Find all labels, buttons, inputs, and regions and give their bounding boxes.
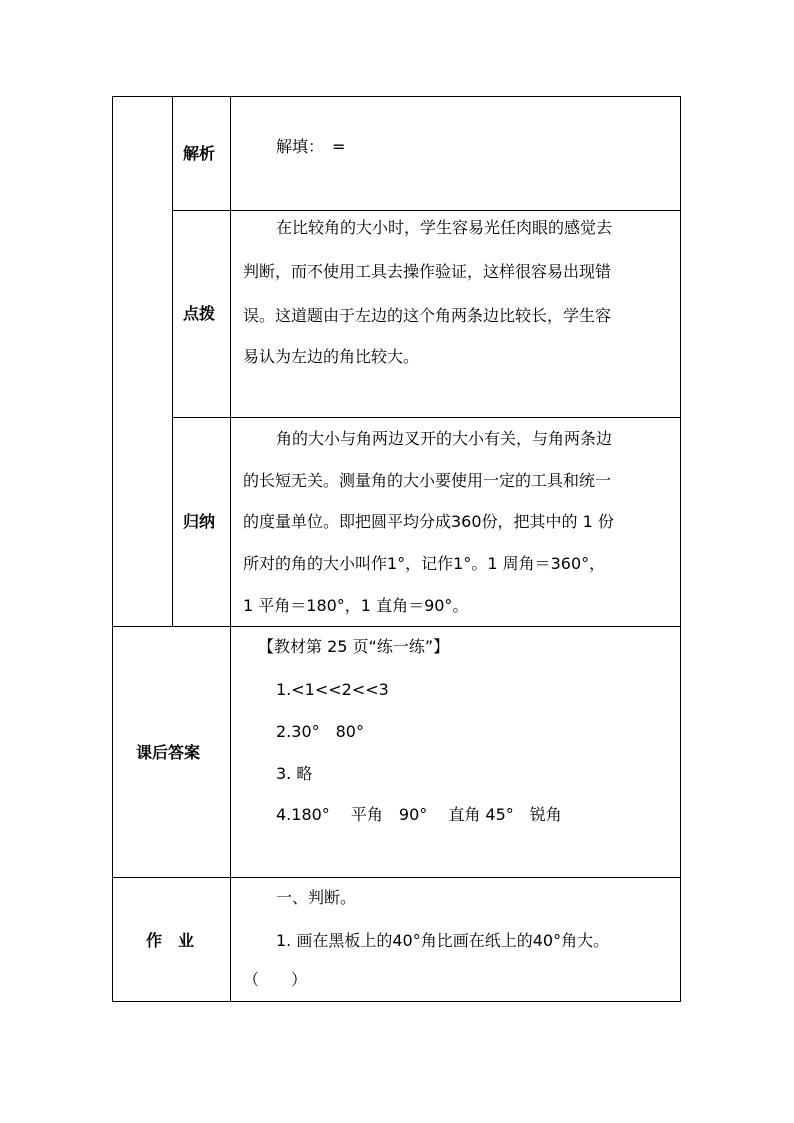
summary-line: 所对的角的大小叫作1°，记作1°。1 周角＝360°， [243,554,606,573]
row-divider-answers [112,877,681,878]
summary-label: 归纳 [183,512,216,531]
summary-line: 的长短无关。测量角的大小要使用一定的工具和统一 [243,471,612,490]
summary-line: 1 平角＝180°，1 直角＝90°。 [243,596,469,615]
summary-line: 的度量单位。即把圆平均分成360份，把其中的 1 份 [243,512,614,531]
col-divider-content [230,96,231,1002]
col-divider-inner [172,96,173,627]
answers-line: 【教材第 25 页“练一练”】 [258,637,450,656]
answers-line: 2.30° 80° [276,722,364,741]
answers-line: 3. 略 [276,764,313,783]
tips-line: 易认为左边的角比较大。 [243,347,420,366]
tips-line: 误。这道题由于左边的这个角两条边比较长，学生容 [243,306,612,325]
table-border-top [112,96,681,97]
table-border-right [680,96,681,1002]
table-border-bottom [112,1001,681,1002]
tips-line: 在比较角的大小时，学生容易光任肉眼的感觉去 [276,218,613,237]
row-divider-analysis [172,210,681,211]
answers-line: 4.180° 平角 90° 直角 45° 锐角 [276,805,562,824]
row-divider-tips [172,417,681,418]
answers-line: 1.<1<<2<<3 [276,680,389,699]
summary-line: 角的大小与角两边叉开的大小有关，与角两条边 [276,429,613,448]
table-border-left [112,96,113,1002]
homework-line: 1. 画在黑板上的40°角比画在纸上的40°角大。 [276,931,610,950]
answers-label: 课后答案 [136,743,201,762]
homework-line: 一、判断。 [276,888,357,907]
tips-label: 点拨 [183,304,216,323]
homework-line: （ ） [243,970,308,989]
homework-label: 作 业 [146,931,195,950]
analysis-text: 解填： = [276,137,346,156]
row-divider-summary [112,626,681,627]
analysis-label: 解析 [183,144,216,163]
tips-line: 判断，而不使用工具去操作验证，这样很容易出现错 [243,262,612,281]
